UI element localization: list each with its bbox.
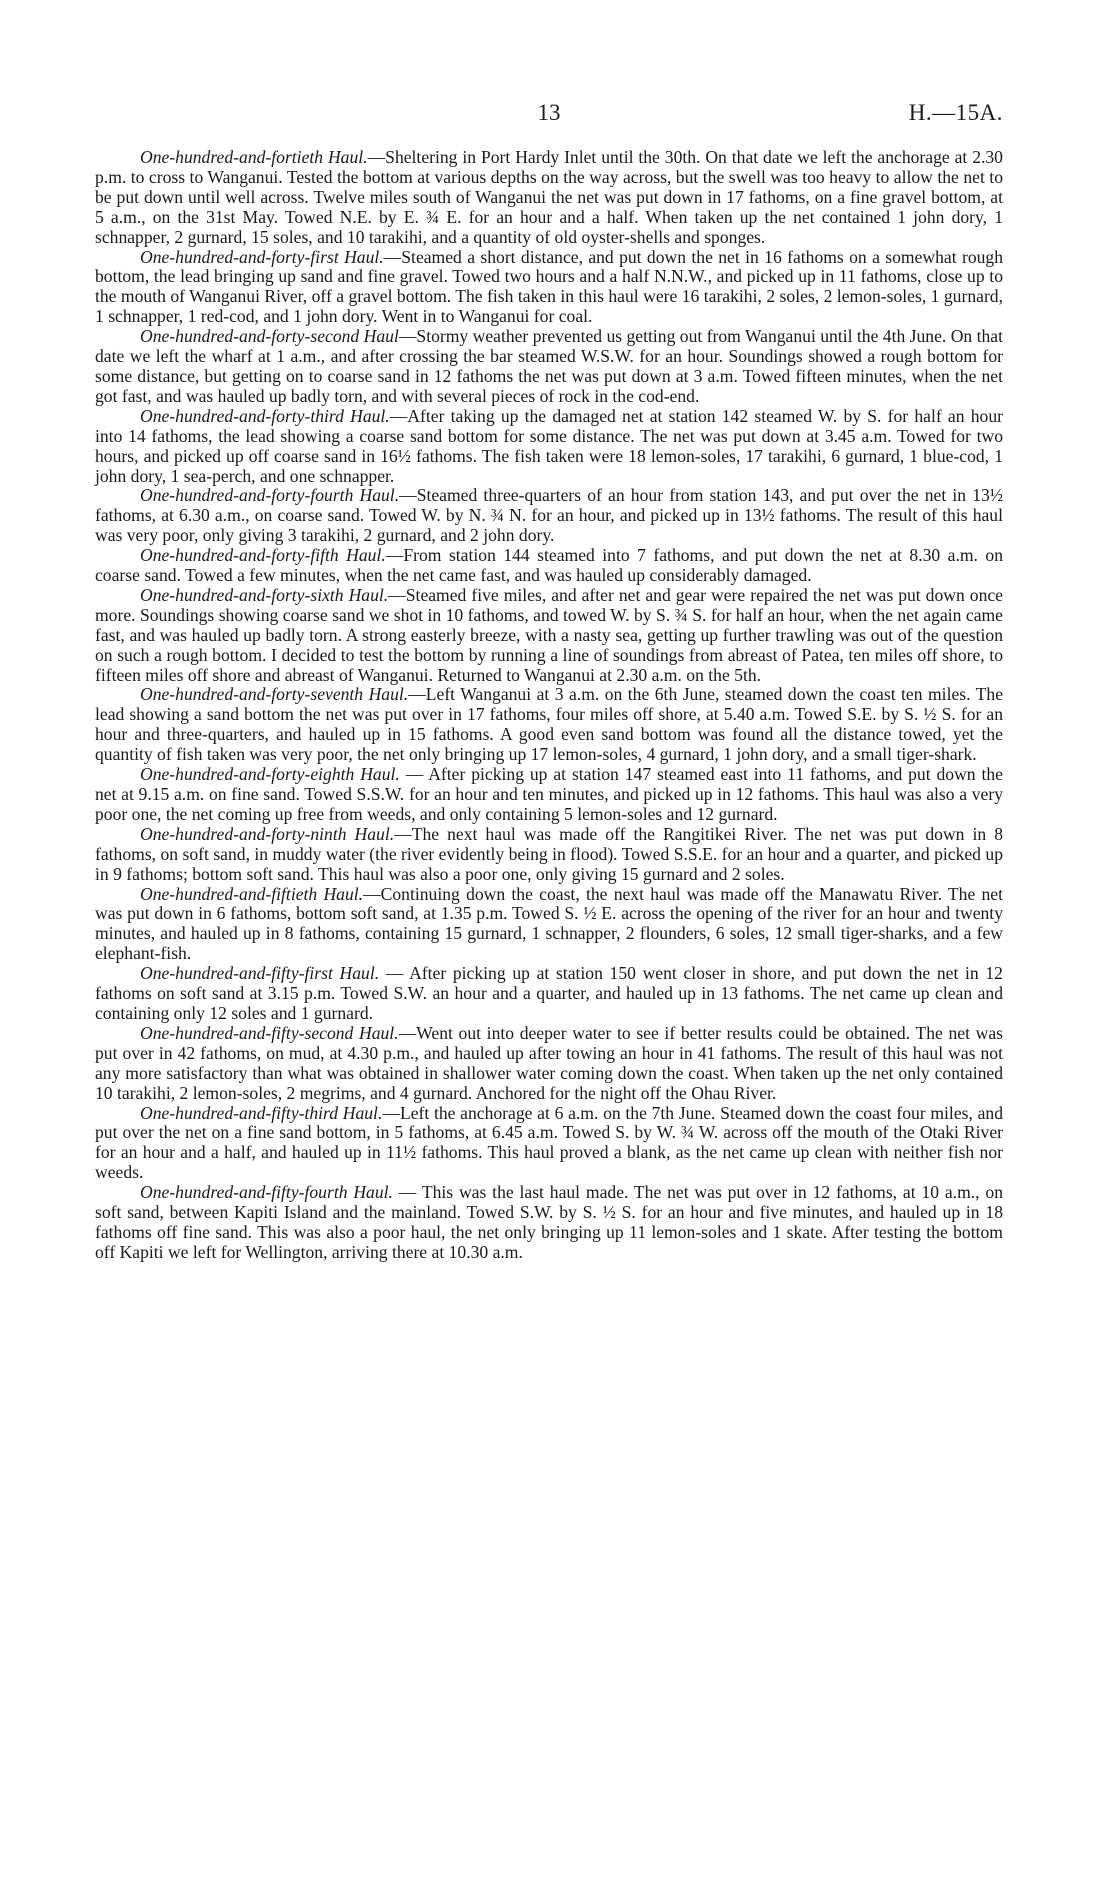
paragraph-haul-142 xyxy=(95,327,1003,407)
haul-text: —Sheltering in Port Hardy Inlet until the 30th. On that date we left the anchorage at 2.30 p.m. to cross to Wanganui. Tested the bottom at various depths on the way across, but the swell was too heavy to allow the net to be put down until well across. Twelve miles south of Wanganui the net was put down in 17 fathoms, on a fine gravel bottom, at 5 a.m., on the 31st May. Towed N.E. by E. ¾ E. for an hour and a half. When taken up the net contained 1 john dory, 1 schnapper, 2 gurnard, 15 soles, and 10 tarakihi, and a quantity of old oyster-shells and sponges. xyxy=(95,147,1003,247)
paragraph-haul-149 xyxy=(95,825,1003,885)
haul-title: One-hundred-and-forty-ninth Haul. xyxy=(140,823,395,844)
paragraph-haul-145 xyxy=(95,546,1003,586)
haul-title: One-hundred-and-fifty-fourth Haul. xyxy=(140,1182,393,1203)
page-header xyxy=(95,100,1003,134)
haul-text: —Steamed three-quarters of an hour from station 143, and put over the net in 13½ fathoms, at 6.30 a.m., on coarse sand. Towed W. by N. ¾ N. for an hour, and picked up in 13½ fathoms. The result of this haul was very poor, only giving 3 tarakihi, 2 gurnard, and 2 john dory. xyxy=(95,485,1003,546)
haul-text: —Left Wanganui at 3 a.m. on the 6th June, steamed down the coast ten miles. The lead showing a sand bottom the net was put over in 17 fathoms, four miles off shore, at 5.40 a.m. Towed S.E. by S. ½ S. for an hour and three-quarters, and hauled up in 15 fathoms. A good even sand bottom was found all the distance towed, yet the quantity of fish taken was very poor, the net only bringing up 17 lemon-soles, 4 gurnard, 1 john dory, and a small tiger-shark. xyxy=(95,684,1004,765)
haul-title: One-hundred-and-fifty-first Haul. xyxy=(140,963,380,984)
paragraph-haul-154 xyxy=(95,1183,1003,1263)
haul-text: — This was the last haul made. The net was put over in 12 fathoms, at 10 a.m., on soft sand, between Kapiti Island and the mainland. Towed S.W. by S. ½ S. for an hour and five minutes, and hauled up in 18 fathoms off fine sand. This was also a poor haul, the net only bringing up 11 lemon-soles and 1 skate. After testing the bottom off Kapiti we left for Wellington, arriving there at 10.30 a.m. xyxy=(95,1182,1003,1262)
haul-text: —Steamed a short distance, and put down the net in 16 fathoms on a somewhat rough bottom, the lead bringing up sand and fine gravel. Towed two hours and a half N.N.W., and picked up in 11 fathoms, close up to the mouth of Wanganui River, off a gravel bottom. The fish taken in this haul were 16 tarakihi, 2 soles, 2 lemon-soles, 1 gurnard, 1 schnapper, 1 red-cod, and 1 john dory. Went in to Wanganui for coal. xyxy=(95,246,1004,327)
haul-text: —Went out into deeper water to see if better results could be obtained. The net was put over in 42 fathoms, on mud, at 4.30 p.m., and hauled up after towing an hour in 41 fathoms. The result of this haul was not any more satisfactory than what was obtained in shallower water coming down the coast. When taken up the net only contained 10 tarakihi, 2 lemon-soles, 2 megrims, and 4 gurnard. Anchored for the night off the Ohau River. xyxy=(95,1022,1003,1103)
body-text xyxy=(95,148,1003,1263)
haul-title: One-hundred-and-fifty-third Haul. xyxy=(140,1102,383,1123)
paragraph-haul-147 xyxy=(95,685,1003,765)
paragraph-haul-146 xyxy=(95,586,1003,686)
haul-text: — After picking up at station 150 went closer in shore, and put down the net in 12 fathoms on soft sand at 3.15 p.m. Towed S.W. an hour and a quarter, and hauled up in 13 fathoms. The net came up clean and containing only 12 soles and 1 gurnard. xyxy=(95,963,1003,1023)
haul-title: One-hundred-and-forty-fourth Haul. xyxy=(140,485,400,506)
haul-text: —Continuing down the coast, the next haul was made off the Manawatu River. The net was put down in 6 fathoms, bottom soft sand, at 1.35 p.m. Towed S. ½ E. across the opening of the river for an hour and twenty minutes, and hauled up in 8 fathoms, containing 15 gurnard, 1 schnapper, 2 flounders, 6 soles, 12 small tiger-sharks, and a few elephant-fish. xyxy=(95,883,1003,964)
haul-text: —The next haul was made off the Rangitikei River. The net was put down in 8 fathoms, on soft sand, in muddy water (the river evidently being in flood). Towed S.S.E. for an hour and a quarter, and picked up in 9 fathoms; bottom soft sand. This haul was also a poor one, only giving 15 gurnard and 2 soles. xyxy=(95,823,1003,884)
haul-title: One-hundred-and-forty-eighth Haul. xyxy=(140,764,400,785)
haul-text: —Stormy weather prevented us getting out from Wanganui until the 4th June. On that date we left the wharf at 1 a.m., and after crossing the bar steamed W.S.W. for an hour. Soundings showed a rough bottom for some distance, but getting on to coarse sand in 12 fathoms the net was put down at 3 a.m. Towed fifteen minutes, when the net got fast, and was hauled up badly torn, and with several pieces of rock in the cod-end. xyxy=(95,326,1004,406)
paragraph-haul-150 xyxy=(95,885,1003,965)
paragraph-haul-140 xyxy=(95,148,1003,248)
paragraph-haul-152 xyxy=(95,1024,1003,1104)
document-reference: H.—15A. xyxy=(908,100,1003,125)
haul-title: One-hundred-and-fortieth Haul. xyxy=(140,147,368,167)
haul-title: One-hundred-and-forty-second Haul xyxy=(140,326,399,347)
paragraph-haul-143 xyxy=(95,407,1003,487)
haul-title: One-hundred-and-forty-sixth Haul. xyxy=(140,584,389,605)
haul-title: One-hundred-and-fifty-second Haul. xyxy=(140,1022,399,1043)
haul-title: One-hundred-and-fiftieth Haul. xyxy=(140,883,364,904)
haul-text: —Left the anchorage at 6 a.m. on the 7th June. Steamed down the coast four miles, and put over the net on a fine sand bottom, in 5 fathoms, at 6.45 a.m. Towed S. by W. ¾ W. across off the mouth of the Otaki River for an hour and a half, and hauled up in 11½ fathoms. This haul proved a blank, as the net came up clean with neither fish nor weeds. xyxy=(95,1102,1003,1183)
paragraph-haul-153 xyxy=(95,1104,1003,1184)
haul-text: —Steamed five miles, and after net and gear were repaired the net was put down once more. Soundings showing coarse sand we shot in 10 fathoms, and towed W. by S. ¾ S. for half an hour, when the net again came fast, and was hauled up badly torn. A strong easterly breeze, with a nasty sea, getting up further trawling was out of the question on such a rough bottom. I decided to test the bottom by running a line of soundings from abreast of Patea, ten miles off shore, to fifteen miles off shore and abreast of Wanganui. Returned to Wanganui at 2.30 a.m. on the 5th. xyxy=(95,584,1003,685)
haul-text: —From station 144 steamed into 7 fathoms, and put down the net at 8.30 a.m. on coarse sand. Towed a few minutes, when the net came fast, and was hauled up considerably damaged. xyxy=(95,545,1004,586)
haul-title: One-hundred-and-forty-seventh Haul. xyxy=(140,684,409,705)
page-number: 13 xyxy=(537,100,561,125)
haul-text: —After taking up the damaged net at station 142 steamed W. by S. for half an hour into 14 fathoms, the lead showing a coarse sand bottom for some distance. The net was put down at 3.45 a.m. Towed for two hours, and picked up off coarse sand in 16½ fathoms. The fish taken were 18 lemon-soles, 17 tarakihi, 6 gurnard, 1 blue-cod, 1 john dory, 1 sea-perch, and one schnapper. xyxy=(95,405,1003,486)
paragraph-haul-144 xyxy=(95,486,1003,546)
haul-text: — After picking up at station 147 steamed east into 11 fathoms, and put down the net at 9.15 a.m. on fine sand. Towed S.S.W. for an hour and ten minutes, and picked up in 12 fathoms. This haul was also a very poor one, the net coming up free from weeds, and only containing 5 lemon-soles and 12 gurnard. xyxy=(95,764,1003,824)
haul-title: One-hundred-and-forty-third Haul. xyxy=(140,405,390,426)
haul-title: One-hundred-and-forty-first Haul. xyxy=(140,246,384,267)
haul-title: One-hundred-and-forty-fifth Haul. xyxy=(140,545,386,566)
document-page xyxy=(95,100,1003,1263)
paragraph-haul-141 xyxy=(95,248,1003,328)
paragraph-haul-148 xyxy=(95,765,1003,825)
paragraph-haul-151 xyxy=(95,964,1003,1024)
